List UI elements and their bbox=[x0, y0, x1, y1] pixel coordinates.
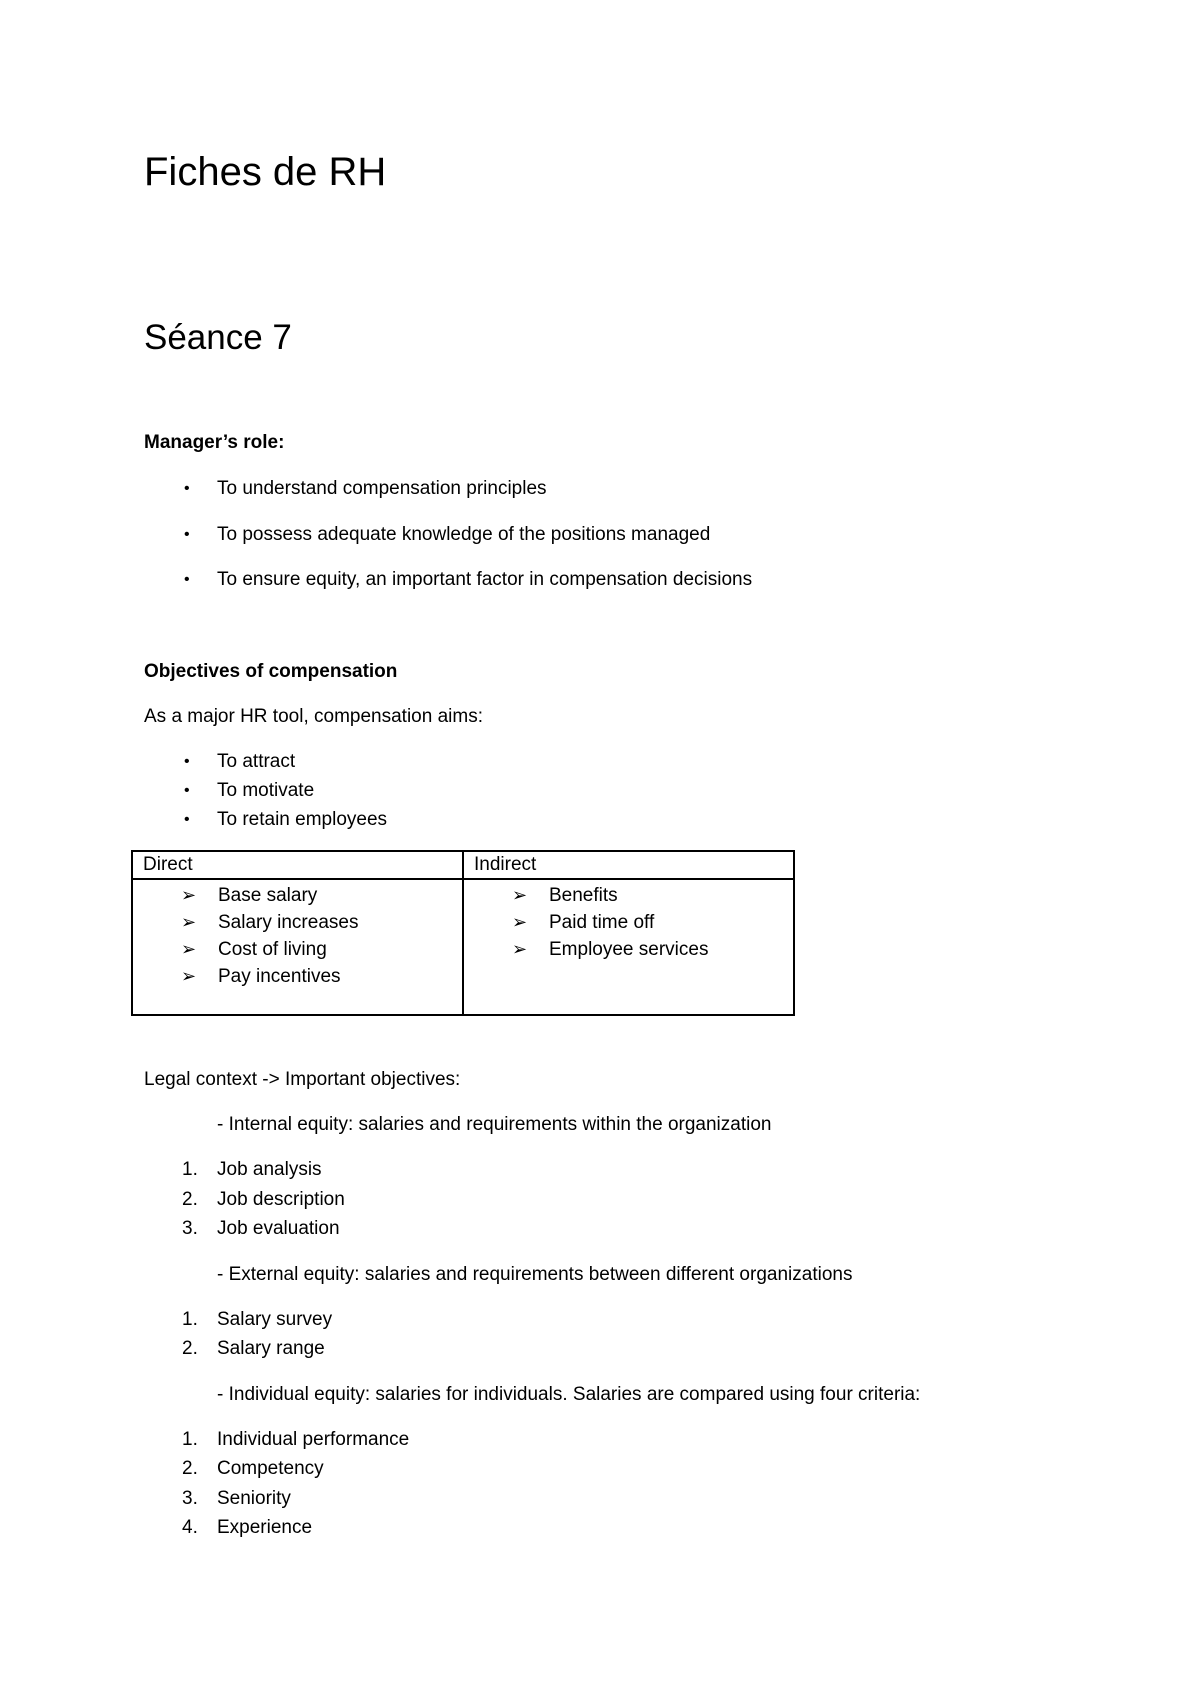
list-item bbox=[464, 882, 793, 909]
bullet-marker: • bbox=[184, 753, 190, 770]
list-item-text: Seniority bbox=[217, 1488, 291, 1509]
list-item-text: To retain employees bbox=[217, 809, 388, 830]
objectives-heading: Objectives of compensation bbox=[144, 661, 398, 682]
list-number: 4. bbox=[182, 1517, 198, 1538]
list-item-text: Job analysis bbox=[217, 1159, 322, 1180]
list-item-text: Job evaluation bbox=[217, 1218, 340, 1239]
bullet-marker: • bbox=[184, 480, 190, 497]
list-item-text: Salary survey bbox=[217, 1309, 333, 1330]
list-item bbox=[464, 936, 793, 963]
list-item-text: Paid time off bbox=[549, 912, 655, 933]
managers-role-heading: Manager’s role: bbox=[144, 432, 285, 453]
list-item-text: To understand compensation principles bbox=[217, 478, 547, 499]
arrow-bullet-icon: ➢ bbox=[512, 912, 528, 932]
indirect-column-header: Indirect bbox=[463, 851, 794, 879]
list-number: 1. bbox=[182, 1309, 198, 1330]
list-item-text: Employee services bbox=[549, 939, 709, 960]
list-item bbox=[133, 963, 462, 990]
list-number: 3. bbox=[182, 1488, 198, 1509]
bullet-marker: • bbox=[184, 526, 190, 543]
legal-context-intro: Legal context -> Important objectives: bbox=[144, 1069, 461, 1090]
arrow-bullet-icon: ➢ bbox=[181, 939, 197, 959]
list-item-text: Base salary bbox=[218, 885, 318, 906]
list-item-text: Job description bbox=[217, 1189, 345, 1210]
list-item-text: Pay incentives bbox=[218, 966, 341, 987]
session-heading: Séance 7 bbox=[144, 318, 292, 357]
direct-cell bbox=[132, 879, 463, 1015]
list-item-text: To possess adequate knowledge of the positions managed bbox=[217, 524, 711, 545]
indirect-cell bbox=[463, 879, 794, 1015]
external-equity-label: - External equity: salaries and requirements between different organizations bbox=[217, 1264, 853, 1285]
table-row bbox=[132, 879, 794, 1015]
list-number: 3. bbox=[182, 1218, 198, 1239]
list-item-text: Benefits bbox=[549, 885, 618, 906]
list-item-text: Cost of living bbox=[218, 939, 327, 960]
individual-equity-label: - Individual equity: salaries for individuals. Salaries are compared using four criteria: bbox=[217, 1384, 921, 1405]
list-number: 2. bbox=[182, 1338, 198, 1359]
objectives-intro: As a major HR tool, compensation aims: bbox=[144, 706, 483, 727]
list-number: 1. bbox=[182, 1429, 198, 1450]
list-number: 2. bbox=[182, 1458, 198, 1479]
bullet-marker: • bbox=[184, 811, 190, 828]
arrow-bullet-icon: ➢ bbox=[181, 966, 197, 986]
list-item bbox=[464, 909, 793, 936]
list-item bbox=[133, 909, 462, 936]
list-item-text: To ensure equity, an important factor in compensation decisions bbox=[217, 569, 753, 590]
list-item bbox=[133, 882, 462, 909]
page-title: Fiches de RH bbox=[144, 150, 387, 194]
direct-column-header: Direct bbox=[132, 851, 463, 879]
list-item-text: Experience bbox=[217, 1517, 313, 1538]
list-number: 2. bbox=[182, 1189, 198, 1210]
arrow-bullet-icon: ➢ bbox=[512, 885, 528, 905]
bullet-marker: • bbox=[184, 782, 190, 799]
arrow-bullet-icon: ➢ bbox=[181, 885, 197, 905]
list-item-text: To motivate bbox=[217, 780, 315, 801]
list-item-text: Salary range bbox=[217, 1338, 325, 1359]
internal-equity-label: - Internal equity: salaries and requirements within the organization bbox=[217, 1114, 772, 1135]
list-item bbox=[133, 936, 462, 963]
list-number: 1. bbox=[182, 1159, 198, 1180]
bullet-marker: • bbox=[184, 571, 190, 588]
arrow-bullet-icon: ➢ bbox=[512, 939, 528, 959]
list-item-text: To attract bbox=[217, 751, 296, 772]
table-header-row bbox=[132, 851, 794, 879]
compensation-table bbox=[131, 850, 795, 1016]
arrow-bullet-icon: ➢ bbox=[181, 912, 197, 932]
list-item-text: Competency bbox=[217, 1458, 324, 1479]
list-item-text: Salary increases bbox=[218, 912, 359, 933]
list-item-text: Individual performance bbox=[217, 1429, 410, 1450]
